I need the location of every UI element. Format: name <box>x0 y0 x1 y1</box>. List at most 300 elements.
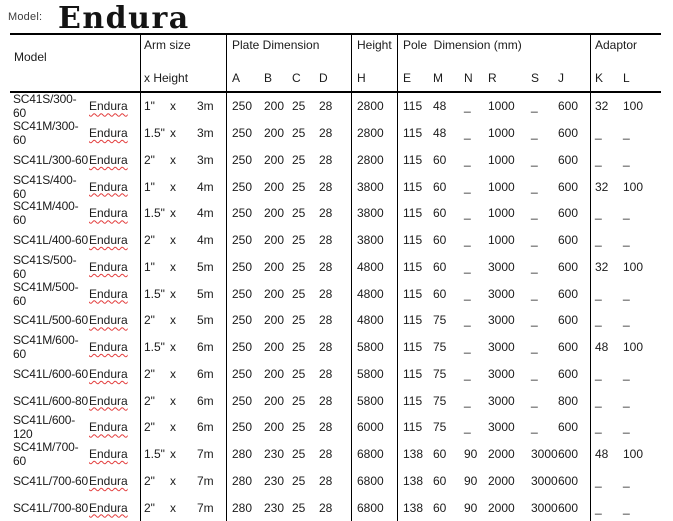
plate-value: 25 <box>292 366 306 381</box>
adaptor-cell <box>590 147 661 174</box>
model-cell <box>10 254 140 281</box>
header-arm-line1: Arm size <box>144 38 191 52</box>
pole-value: _ <box>531 286 538 301</box>
header-col-d: D <box>319 71 328 85</box>
plate-value: 25 <box>292 179 306 194</box>
adaptor-cell <box>590 173 661 200</box>
pole-dimension-cell <box>397 173 590 200</box>
plate-value: 280 <box>232 500 253 515</box>
arm-x: x <box>170 447 176 462</box>
height-value: 5800 <box>357 393 384 408</box>
plate-value: 25 <box>292 420 306 435</box>
plate-value: 200 <box>264 99 285 114</box>
pole-value: 138 <box>403 473 424 488</box>
adaptor-cell <box>590 93 661 120</box>
plate-value: 25 <box>292 313 306 328</box>
height-value: 5800 <box>357 366 384 381</box>
plate-value: 250 <box>232 420 253 435</box>
plate-dimension-cell <box>226 93 351 120</box>
plate-value: 200 <box>264 233 285 248</box>
pole-value: 115 <box>403 420 423 435</box>
pole-dimension-cell <box>397 307 590 334</box>
table-row <box>10 387 661 414</box>
pole-value: 115 <box>403 313 423 328</box>
pole-dimension-cell <box>397 387 590 414</box>
table-row <box>10 441 661 468</box>
plate-value: 28 <box>319 340 333 355</box>
pole-value: _ <box>464 206 471 221</box>
pole-value: 60 <box>433 179 447 194</box>
header-col-r: R <box>488 71 497 85</box>
arm-height: 6m <box>197 393 214 408</box>
adaptor-value: _ <box>595 233 602 248</box>
plate-value: 25 <box>292 286 306 301</box>
pole-value: 600 <box>558 340 579 355</box>
pole-value: 48 <box>433 126 447 141</box>
plate-value: 200 <box>264 152 285 167</box>
plate-value: 28 <box>319 126 333 141</box>
plate-value: 200 <box>264 126 285 141</box>
arm-height: 6m <box>197 366 214 381</box>
pole-value: _ <box>531 393 538 408</box>
pole-value: _ <box>464 179 471 194</box>
plate-value: 25 <box>292 500 306 515</box>
height-value: 3800 <box>357 179 384 194</box>
arm-size: 2" <box>144 393 155 408</box>
adaptor-value: 32 <box>595 259 609 274</box>
pole-dimension-cell <box>397 147 590 174</box>
pole-value: _ <box>464 393 471 408</box>
height-cell <box>351 361 397 388</box>
pole-value: 90 <box>464 500 478 515</box>
table-row <box>10 468 661 495</box>
adaptor-value: _ <box>595 313 602 328</box>
plate-value: 28 <box>319 286 333 301</box>
pole-value: 600 <box>558 99 579 114</box>
height-cell <box>351 334 397 361</box>
arm-size: 2" <box>144 152 155 167</box>
pole-value: 3000 <box>488 420 515 435</box>
arm-height: 6m <box>197 340 214 355</box>
brand-word: Endura <box>89 313 128 328</box>
pole-value: 115 <box>403 152 423 167</box>
header-plate-label: Plate Dimension <box>232 38 320 52</box>
adaptor-value: _ <box>595 286 602 301</box>
pole-value: _ <box>464 152 471 167</box>
plate-value: 200 <box>264 313 285 328</box>
pole-value: 60 <box>433 500 447 515</box>
arm-x: x <box>170 473 176 488</box>
arm-size: 2" <box>144 420 155 435</box>
arm-x: x <box>170 259 176 274</box>
brand-word: Endura <box>89 340 128 355</box>
plate-dimension-cell <box>226 200 351 227</box>
brand-word: Endura <box>89 366 128 381</box>
pole-value: _ <box>464 233 471 248</box>
header-model-label: Model <box>14 50 47 64</box>
table-row <box>10 494 661 521</box>
pole-value: 600 <box>558 206 579 221</box>
plate-dimension-cell <box>226 494 351 521</box>
pole-value: _ <box>531 366 538 381</box>
header-arm-line2: x Height <box>144 71 189 85</box>
arm-size-cell <box>140 227 226 254</box>
brand-word: Endura <box>89 473 128 488</box>
table-body <box>10 93 661 521</box>
pole-value: 3000 <box>488 259 515 274</box>
plate-value: 200 <box>264 393 285 408</box>
header-col-c: C <box>292 71 301 85</box>
pole-value: 75 <box>433 393 447 408</box>
plate-dimension-cell <box>226 307 351 334</box>
pole-dimension-cell <box>397 494 590 521</box>
model-cell <box>10 173 140 200</box>
plate-value: 200 <box>264 340 285 355</box>
pole-value: 115 <box>403 99 423 114</box>
height-cell <box>351 120 397 147</box>
plate-value: 28 <box>319 366 333 381</box>
height-cell <box>351 147 397 174</box>
model-cell <box>10 200 140 227</box>
arm-size: 1" <box>144 179 155 194</box>
plate-dimension-cell <box>226 414 351 441</box>
plate-value: 250 <box>232 152 253 167</box>
adaptor-value: 48 <box>595 447 609 462</box>
arm-x: x <box>170 126 176 141</box>
adaptor-value: _ <box>595 393 602 408</box>
brand-word: Endura <box>89 393 128 408</box>
pole-value: 3000 <box>488 366 515 381</box>
adaptor-value: 100 <box>623 259 644 274</box>
adaptor-cell <box>590 361 661 388</box>
pole-value: _ <box>531 420 538 435</box>
plate-value: 280 <box>232 447 253 462</box>
plate-value: 230 <box>264 447 285 462</box>
arm-x: x <box>170 340 176 355</box>
plate-value: 25 <box>292 152 306 167</box>
pole-value: 3000 <box>531 473 558 488</box>
header-col-m: M <box>433 71 443 85</box>
pole-value: 75 <box>433 366 447 381</box>
pole-value: _ <box>464 286 471 301</box>
pole-value: 3000 <box>488 286 515 301</box>
height-cell <box>351 254 397 281</box>
pole-value: _ <box>531 179 538 194</box>
pole-value: 3000 <box>488 313 515 328</box>
height-cell <box>351 441 397 468</box>
pole-value: 138 <box>403 447 424 462</box>
height-value: 2800 <box>357 152 384 167</box>
plate-value: 200 <box>264 259 285 274</box>
header-col-l: L <box>623 71 630 85</box>
pole-value: 60 <box>433 447 447 462</box>
plate-value: 28 <box>319 179 333 194</box>
arm-height: 7m <box>197 473 214 488</box>
adaptor-cell <box>590 441 661 468</box>
model-cell <box>10 280 140 307</box>
adaptor-value: 32 <box>595 99 609 114</box>
pole-value: 138 <box>403 500 424 515</box>
table-row <box>10 147 661 174</box>
arm-size-cell <box>140 280 226 307</box>
plate-value: 250 <box>232 259 253 274</box>
header-plate-dimension <box>226 35 351 91</box>
pole-value: 3000 <box>488 393 515 408</box>
height-value: 4800 <box>357 259 384 274</box>
brand-word: Endura <box>89 179 128 194</box>
header-col-e: E <box>403 71 412 85</box>
model-field-label: Model: <box>8 11 43 23</box>
height-value: 4800 <box>357 286 384 301</box>
height-value: 2800 <box>357 99 384 114</box>
brand-word: Endura <box>89 500 128 515</box>
adaptor-cell <box>590 468 661 495</box>
arm-x: x <box>170 420 176 435</box>
adaptor-value: 32 <box>595 179 609 194</box>
arm-height: 4m <box>197 206 214 221</box>
plate-value: 28 <box>319 313 333 328</box>
adaptor-value: _ <box>623 500 630 515</box>
plate-dimension-cell <box>226 280 351 307</box>
height-cell <box>351 468 397 495</box>
adaptor-value: _ <box>595 366 602 381</box>
plate-value: 25 <box>292 340 306 355</box>
pole-value: 115 <box>403 126 423 141</box>
header-adaptor-label: Adaptor <box>595 38 638 52</box>
header-col-b: B <box>264 71 273 85</box>
pole-value: 600 <box>558 259 579 274</box>
model-cell <box>10 120 140 147</box>
arm-size-cell <box>140 147 226 174</box>
plate-value: 25 <box>292 447 306 462</box>
header-col-n: N <box>464 71 473 85</box>
model-cell <box>10 387 140 414</box>
pole-value: 600 <box>558 179 579 194</box>
plate-value: 28 <box>319 206 333 221</box>
pole-value: 600 <box>558 126 579 141</box>
model-cell <box>10 93 140 120</box>
table-row <box>10 200 661 227</box>
pole-value: _ <box>464 126 471 141</box>
plate-value: 200 <box>264 179 285 194</box>
pole-value: _ <box>531 313 538 328</box>
arm-x: x <box>170 233 176 248</box>
plate-value: 200 <box>264 286 285 301</box>
pole-value: 600 <box>558 313 579 328</box>
brand-word: Endura <box>89 99 128 114</box>
plate-value: 200 <box>264 366 285 381</box>
pole-value: _ <box>531 340 538 355</box>
header-pole-dimension <box>397 35 590 91</box>
plate-value: 25 <box>292 473 306 488</box>
plate-value: 28 <box>319 233 333 248</box>
arm-size-cell <box>140 414 226 441</box>
adaptor-value: _ <box>595 420 602 435</box>
arm-size: 1" <box>144 259 155 274</box>
arm-size-cell <box>140 361 226 388</box>
plate-value: 250 <box>232 179 253 194</box>
model-cell <box>10 494 140 521</box>
height-value: 3800 <box>357 206 384 221</box>
brand-word: Endura <box>89 286 128 301</box>
height-cell <box>351 200 397 227</box>
pole-value: 75 <box>433 340 447 355</box>
header-col-a: A <box>232 71 241 85</box>
plate-value: 28 <box>319 447 333 462</box>
arm-x: x <box>170 206 176 221</box>
arm-height: 3m <box>197 99 214 114</box>
pole-value: 115 <box>403 286 423 301</box>
plate-value: 28 <box>319 99 333 114</box>
model-code: SC41L/600-120 <box>13 413 76 442</box>
pole-dimension-cell <box>397 361 590 388</box>
header-height <box>351 35 397 91</box>
arm-size: 2" <box>144 233 155 248</box>
arm-height: 7m <box>197 447 214 462</box>
table-row <box>10 414 661 441</box>
pole-value: _ <box>464 420 471 435</box>
pole-value: 60 <box>433 473 447 488</box>
pole-value: 60 <box>433 233 447 248</box>
adaptor-cell <box>590 414 661 441</box>
pole-value: 600 <box>558 500 579 515</box>
pole-value: 600 <box>558 473 579 488</box>
adaptor-cell <box>590 307 661 334</box>
pole-value: 600 <box>558 420 579 435</box>
adaptor-value: _ <box>623 393 630 408</box>
arm-size: 1" <box>144 99 155 114</box>
pole-value: 75 <box>433 313 447 328</box>
plate-value: 28 <box>319 259 333 274</box>
pole-value: 2000 <box>488 447 515 462</box>
brand-word: Endura <box>89 447 128 462</box>
pole-value: _ <box>531 152 538 167</box>
arm-size: 2" <box>144 313 155 328</box>
height-value: 6800 <box>357 447 384 462</box>
arm-height: 4m <box>197 179 214 194</box>
model-code: SC41M/400-60 <box>13 199 79 228</box>
pole-value: 60 <box>433 152 447 167</box>
adaptor-value: 100 <box>623 340 644 355</box>
pole-value: 115 <box>403 340 423 355</box>
plate-value: 28 <box>319 473 333 488</box>
plate-value: 200 <box>264 420 285 435</box>
arm-x: x <box>170 313 176 328</box>
model-code: SC41M/300-60 <box>13 119 79 148</box>
model-code: SC41S/400-60 <box>13 172 77 201</box>
arm-size: 1.5" <box>144 206 165 221</box>
model-code: SC41L/500-60 <box>13 313 88 328</box>
pole-value: 115 <box>403 233 423 248</box>
pole-value: _ <box>464 259 471 274</box>
height-value: 6800 <box>357 500 384 515</box>
height-cell <box>351 93 397 120</box>
arm-x: x <box>170 286 176 301</box>
pole-value: 90 <box>464 447 478 462</box>
adaptor-cell <box>590 334 661 361</box>
height-value: 2800 <box>357 126 384 141</box>
pole-value: 1000 <box>488 233 515 248</box>
plate-dimension-cell <box>226 387 351 414</box>
header-col-j: J <box>558 71 564 85</box>
arm-height: 5m <box>197 286 214 301</box>
plate-value: 230 <box>264 473 285 488</box>
model-code: SC41S/300-60 <box>13 92 77 121</box>
adaptor-value: 48 <box>595 340 609 355</box>
adaptor-value: 100 <box>623 447 644 462</box>
pole-value: _ <box>531 206 538 221</box>
adaptor-cell <box>590 227 661 254</box>
adaptor-value: _ <box>595 126 602 141</box>
arm-height: 5m <box>197 259 214 274</box>
table-row <box>10 280 661 307</box>
pole-value: 2000 <box>488 473 515 488</box>
model-cell <box>10 441 140 468</box>
plate-value: 25 <box>292 99 306 114</box>
model-code: SC41L/300-60 <box>13 152 88 167</box>
arm-x: x <box>170 366 176 381</box>
pole-value: 2000 <box>488 500 515 515</box>
plate-value: 250 <box>232 99 253 114</box>
plate-value: 250 <box>232 393 253 408</box>
arm-size-cell <box>140 254 226 281</box>
brand-word: Endura <box>89 259 128 274</box>
arm-size: 2" <box>144 500 155 515</box>
brand-word: Endura <box>89 206 128 221</box>
arm-size-cell <box>140 468 226 495</box>
plate-value: 25 <box>292 233 306 248</box>
model-cell <box>10 147 140 174</box>
plate-value: 250 <box>232 340 253 355</box>
adaptor-value: _ <box>595 206 602 221</box>
arm-size: 1.5" <box>144 126 165 141</box>
plate-value: 28 <box>319 393 333 408</box>
pole-dimension-cell <box>397 441 590 468</box>
pole-value: _ <box>464 340 471 355</box>
table-row <box>10 334 661 361</box>
model-code: SC41L/700-80 <box>13 500 88 515</box>
pole-value: 75 <box>433 420 447 435</box>
plate-value: 250 <box>232 206 253 221</box>
pole-value: 800 <box>558 393 579 408</box>
arm-size: 2" <box>144 473 155 488</box>
header-arm-size <box>140 35 226 91</box>
arm-size-cell <box>140 200 226 227</box>
pole-value: _ <box>464 366 471 381</box>
height-value: 4800 <box>357 313 384 328</box>
adaptor-value: _ <box>623 206 630 221</box>
plate-value: 250 <box>232 233 253 248</box>
pole-value: 48 <box>433 99 447 114</box>
arm-height: 7m <box>197 500 214 515</box>
adaptor-cell <box>590 254 661 281</box>
model-cell <box>10 361 140 388</box>
pole-value: _ <box>464 99 471 114</box>
model-code: SC41L/400-60 <box>13 233 88 248</box>
model-code: SC41L/600-60 <box>13 366 88 381</box>
model-cell <box>10 307 140 334</box>
pole-value: 115 <box>403 259 423 274</box>
model-code: SC41L/600-80 <box>13 393 88 408</box>
plate-value: 250 <box>232 126 253 141</box>
height-cell <box>351 173 397 200</box>
plate-value: 280 <box>232 473 253 488</box>
arm-height: 5m <box>197 313 214 328</box>
adaptor-value: _ <box>623 420 630 435</box>
table-row <box>10 254 661 281</box>
spec-table <box>10 33 661 521</box>
pole-value: 600 <box>558 152 579 167</box>
